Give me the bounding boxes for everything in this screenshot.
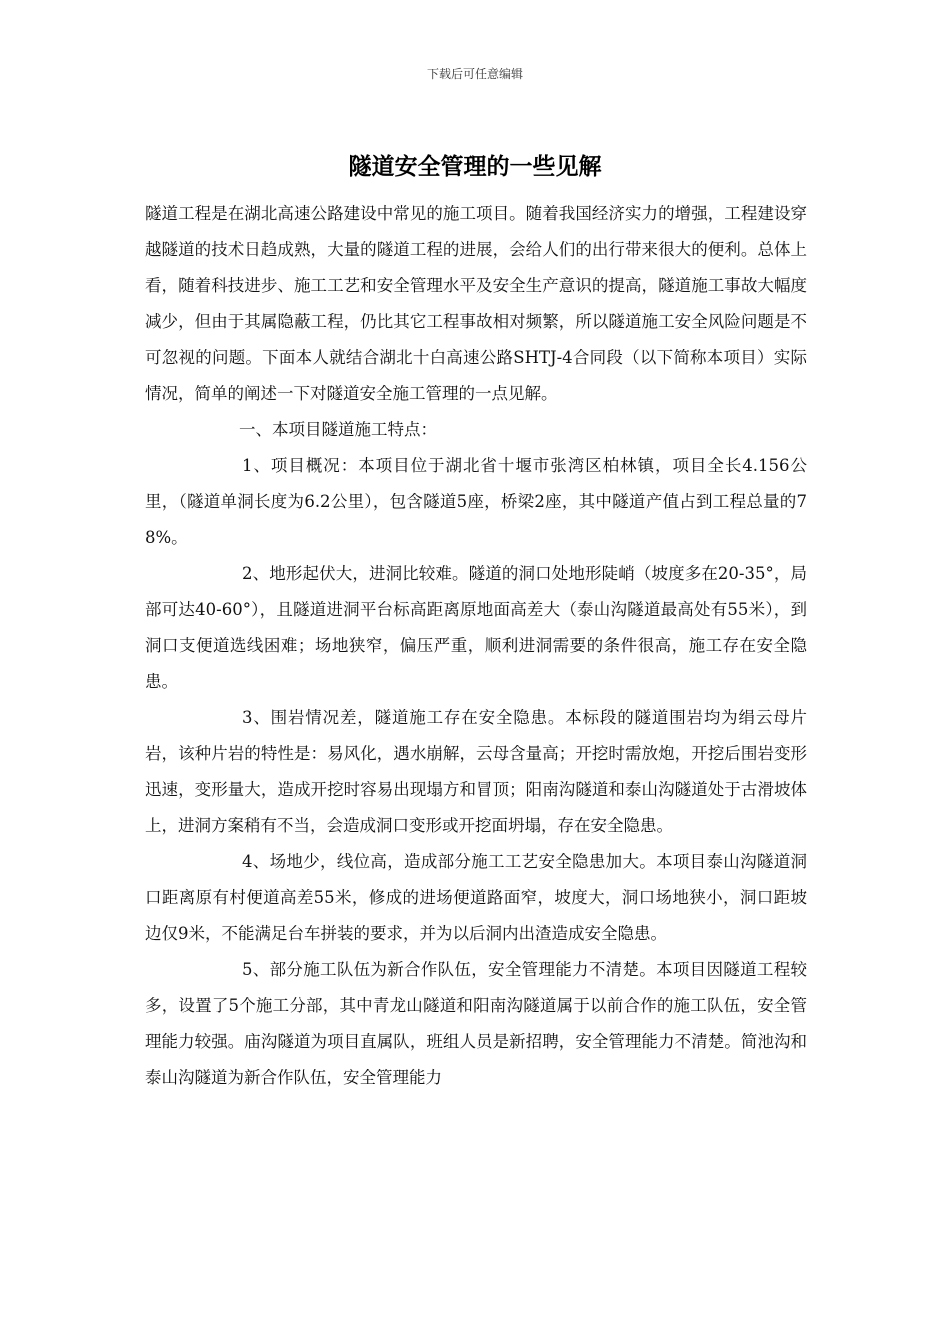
paragraph-item-2: 2、地形起伏大，进洞比较难。隧道的洞口处地形陡峭（坡度多在20-35°，局部可达40-60°），且隧道进洞平台标高距离原地面高差大（泰山沟隧道最高处有55米），到洞口支便道选线困难；场地狭窄，偏压严重，顺利进洞需要的条件很高，施工存在安全隐患。 — [145, 564, 807, 691]
paragraph-item-3: 3、围岩情况差，隧道施工存在安全隐患。本标段的隧道围岩均为绢云母片岩，该种片岩的特性是：易风化，遇水崩解，云母含量高；开挖时需放炮，开挖后围岩变形迅速，变形量大，造成开挖时容易出现塌方和冒顶；阳南沟隧道和泰山沟隧道处于古滑坡体上，进洞方案稍有不当，会造成洞口变形或开挖面坍塌，存在安全隐患。 — [145, 708, 807, 835]
header-note: 下载后可任意编辑 — [426, 67, 523, 81]
paragraph-item-4: 4、场地少，线位高，造成部分施工工艺安全隐患加大。本项目泰山沟隧道洞口距离原有村便道高差55米，修成的进场便道路面窄，坡度大，洞口场地狭小，洞口距坡边仅9米，不能满足台车拼装的要求，并为以后洞内出渣造成安全隐患。 — [145, 852, 807, 943]
document-title: 隧道安全管理的一些见解 — [348, 153, 602, 180]
section-heading-1: 一、本项目隧道施工特点： — [239, 420, 437, 439]
paragraph-intro: 隧道工程是在湖北高速公路建设中常见的施工项目。随着我国经济实力的增强，工程建设穿越隧道的技术日趋成熟，大量的隧道工程的进展，会给人们的出行带来很大的便利。总体上看，随着科技进步、施工工艺和安全管理水平及安全生产意识的提高，隧道施工事故大幅度减少，但由于其属隐蔽工程，仍比其它工程事故相对频繁，所以隧道施工安全风险问题是不可忽视的问题。下面本人就结合湖北十白高速公路SHTJ-4合同段（以下简称本项目）实际情况，简单的阐述一下对隧道安全施工管理的一点见解。 — [145, 204, 807, 403]
paragraph-item-1: 1、项目概况：本项目位于湖北省十堰市张湾区柏林镇，项目全长4.156公里，（隧道单洞长度为6.2公里），包含隧道5座，桥梁2座，其中隧道产值占到工程总量的78%。 — [145, 456, 807, 547]
paragraph-item-5: 5、部分施工队伍为新合作队伍，安全管理能力不清楚。本项目因隧道工程较多，设置了5个施工分部，其中青龙山隧道和阳南沟隧道属于以前合作的施工队伍，安全管理能力较强。庙沟隧道为项目直属队，班组人员是新招聘，安全管理能力不清楚。简池沟和泰山沟隧道为新合作队伍，安全管理能力 — [145, 960, 807, 1087]
document-body — [145, 196, 807, 1096]
